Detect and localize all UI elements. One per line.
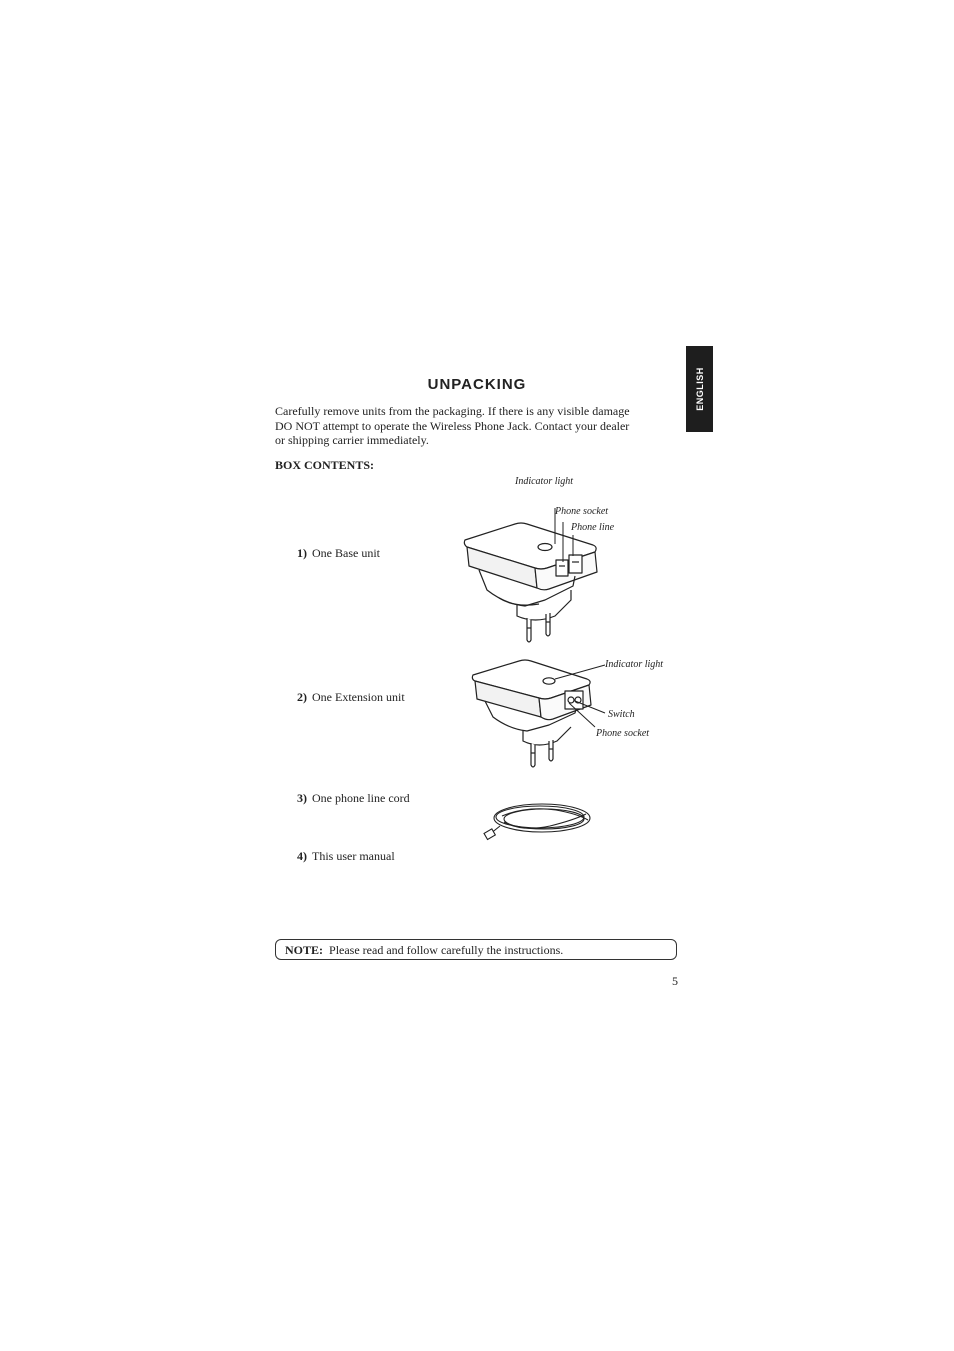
- item-label: One Base unit: [312, 546, 380, 560]
- note-box: [275, 939, 677, 960]
- item-number: 3): [297, 791, 307, 805]
- base-phone-socket-callout: Phone socket: [555, 506, 609, 517]
- extension-phone-socket-callout: Phone socket: [596, 728, 650, 739]
- extension-switch-callout: Switch: [608, 709, 635, 720]
- item-number: 4): [297, 849, 307, 863]
- note-label: NOTE:: [285, 943, 324, 957]
- list-item: [297, 791, 410, 806]
- page-number: 5: [672, 974, 678, 988]
- list-item: [297, 849, 395, 864]
- language-tab-label: ENGLISH: [694, 367, 705, 411]
- box-contents-heading: BOX CONTENTS:: [275, 458, 375, 472]
- item-label: One phone line cord: [312, 791, 410, 805]
- intro-line: Carefully remove units from the packaging. If there is any visible damage: [275, 404, 630, 418]
- extension-unit-illustration: [465, 655, 615, 775]
- base-phone-line-callout: Phone line: [571, 522, 615, 533]
- item-label: One Extension unit: [312, 690, 405, 704]
- section-title: UNPACKING: [427, 376, 527, 393]
- phone-cord-illustration: [482, 796, 597, 842]
- intro-line: or shipping carrier immediately.: [275, 433, 429, 448]
- item-label: This user manual: [312, 849, 395, 863]
- note-text: Please read and follow carefully the instructions.: [329, 943, 564, 957]
- item-number: 2): [297, 690, 307, 704]
- intro-line: DO NOT attempt to operate the Wireless Phone Jack. Contact your dealer: [275, 418, 630, 433]
- language-tab: [686, 346, 713, 432]
- base-indicator-light-callout: Indicator light: [515, 476, 574, 487]
- list-item: [297, 546, 380, 561]
- intro-paragraph: [275, 404, 645, 448]
- item-number: 1): [297, 546, 307, 560]
- extension-indicator-light-callout: Indicator light: [605, 659, 664, 670]
- list-item: [297, 690, 405, 705]
